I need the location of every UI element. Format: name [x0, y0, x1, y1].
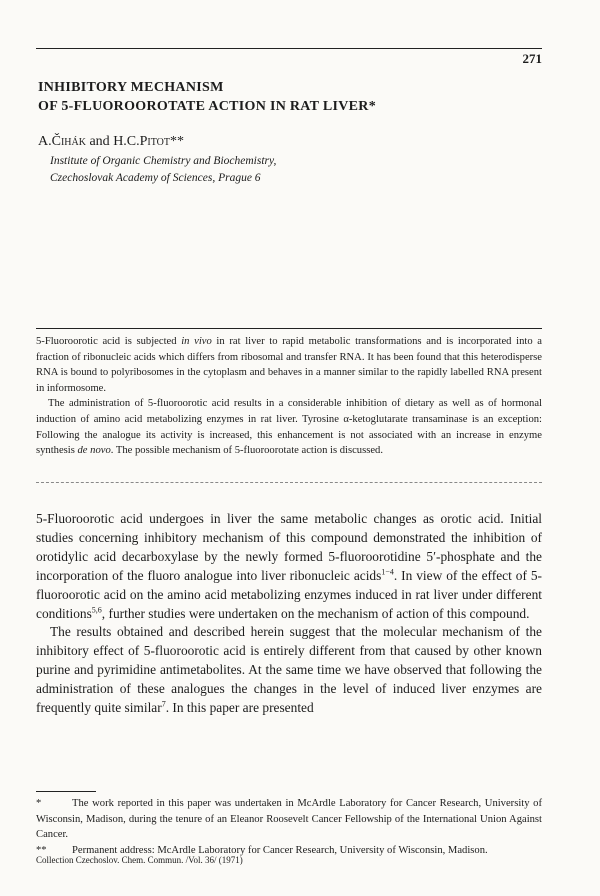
abstract-paragraph-1 — [36, 334, 542, 396]
body-paragraph-2 — [36, 623, 542, 718]
journal-footer: Collection Czechoslov. Chem. Commun. /Vol. 36/ (1971) — [36, 855, 243, 865]
abstract-p2-text-a: The administration of 5-fluoroorotic acid results in a considerable inhibition of dietary as well as of hormonal induction of amino acid metabolizing enzymes in rat liver. Tyrosine α-ketoglutarate transaminase is an exception: Following the analogue its activity is increased, this enhancement is not associated with an increase in enzyme synthesis — [36, 398, 542, 457]
abstract-bottom-rule — [36, 482, 542, 483]
footnote-2-text: Permanent address: McArdle Laboratory for Cancer Research, University of Wisconsin, Madison. — [72, 844, 488, 856]
abstract-p1-text-b: in rat liver to rapid metabolic transformations and is incorporated into a fraction of ribonucleic acids which differs from ribosomal and transfer RNA. It has been found that this heterodisperse RNA is bound to polyribosomes in the cytoplasm and behaves in a manner similar to the rapidly labelled RNA present in informosome. — [36, 336, 542, 394]
abstract-p1-text-a: 5-Fluoroorotic acid is subjected — [36, 336, 182, 347]
title-line-1: INHIBITORY MECHANISM — [38, 80, 224, 95]
abstract-top-rule — [36, 328, 542, 329]
reference-superscript: 5,6 — [91, 605, 102, 615]
affiliation-line-2: Czechoslovak Academy of Sciences, Prague 6 — [50, 172, 261, 184]
author-1-initial: A. — [38, 134, 52, 149]
reference-superscript: 7 — [161, 699, 166, 709]
author-2-footnote-mark: ** — [170, 134, 185, 149]
header-rule — [36, 48, 542, 49]
page-number: 271 — [522, 51, 542, 66]
footnotes — [36, 796, 542, 858]
title-line-2: OF 5-FLUOROOROTATE ACTION IN RAT LIVER* — [38, 99, 377, 114]
abstract — [36, 334, 542, 459]
footnote-1-mark: * — [36, 798, 42, 809]
body-p1-text-c: , further studies were undertaken on the mechanism of action of this compound. — [101, 605, 530, 621]
body-p1-text-b: . In view of the effect of 5-fluoroorotic acid on the amino acid metabolizing enzymes induced in rat liver under different conditions — [36, 567, 543, 621]
abstract-p1-emphasis: in vivo — [181, 336, 212, 347]
abstract-p2-text-b: . The possible mechanism of 5-fluoroorotate action is discussed. — [110, 445, 383, 457]
abstract-p2-emphasis: de novo — [77, 445, 111, 457]
abstract-paragraph-2 — [36, 396, 542, 458]
footnote-rule — [36, 791, 96, 792]
author-2-initial: H.C. — [113, 134, 140, 149]
affiliation — [50, 153, 276, 187]
body-p2-text-b: . In this paper are presented — [165, 700, 314, 716]
authors-conjunction: and — [85, 134, 114, 149]
body-paragraph-1 — [36, 510, 542, 623]
footnote-1 — [36, 796, 542, 843]
footnote-2-mark: ** — [36, 844, 47, 856]
body-text — [36, 510, 542, 718]
article-title — [38, 78, 538, 116]
authors — [38, 134, 184, 150]
author-1-name: Čihák — [51, 134, 86, 149]
author-2-name: Pitot — [139, 134, 171, 149]
body-p2-text-a: The results obtained and described herein suggest that the molecular mechanism of the inhibitory effect of 5-fluoroorotic acid is entirely different from that caused by other known purine and pyrimidine antimetabolites. At the same time we have observed that following the administration of these analogues the changes in the level of induced liver enzymes are frequently quite similar — [36, 624, 542, 716]
body-p1-text-a: 5-Fluoroorotic acid undergoes in liver the same metabolic changes as orotic acid. Initial studies concerning inhibitory mechanism of this compound demonstrated the inhibition of orotidylic acid decarboxylase by the newly formed 5-fluoroorotidine 5′-phosphate and the incorporation of the fluoro analogue into liver ribonucleic acids — [36, 511, 542, 583]
reference-superscript: 1−4 — [381, 567, 394, 577]
affiliation-line-1: Institute of Organic Chemistry and Biochemistry, — [50, 155, 277, 167]
footnote-1-text: The work reported in this paper was undertaken in McArdle Laboratory for Cancer Research, University of Wisconsin, Madison, during the tenure of an Eleanor Roosevelt Cancer Fellowship of the International Union Against Cancer. — [36, 798, 542, 840]
